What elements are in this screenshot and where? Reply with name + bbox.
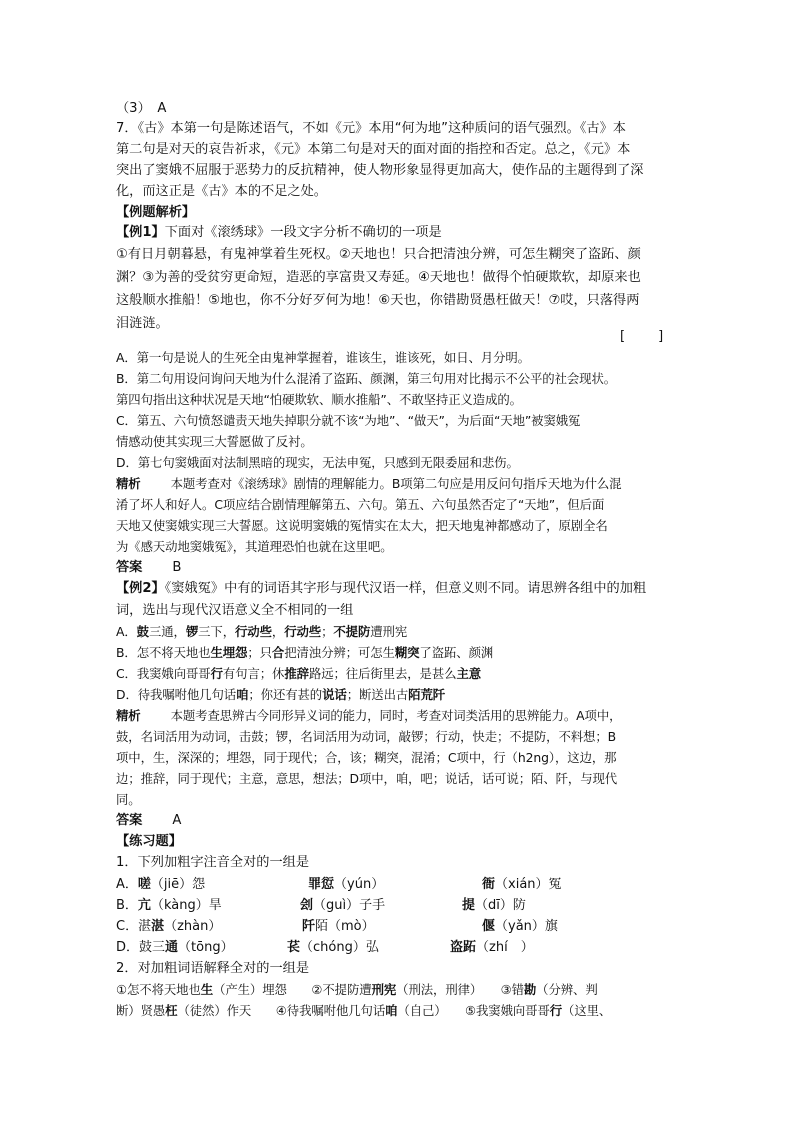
opt-bold: 主意 [456, 666, 482, 681]
opt-bold: 推辞 [284, 666, 309, 681]
example-2-answer [116, 810, 686, 832]
opt-text: （徒然）作天 ④待我嘱咐他几句话 [177, 1003, 386, 1018]
example-1-option-b: B．第二句用设问询问天地为什么混淆了盗跖、颜渊，第三句用对比揭示不公平的社会现状。 [116, 371, 617, 386]
exercise-1-option-c-1 [116, 916, 221, 938]
opt-bold: 陌荒阡 [408, 687, 446, 702]
exercise-2-items [116, 1000, 686, 1022]
example-2-question [116, 578, 686, 600]
opt-text: （这里、 [562, 1003, 612, 1018]
opt-bold: 嗟 [137, 877, 151, 892]
opt-bold: 咱 [236, 687, 249, 702]
example-1-answer [116, 557, 686, 579]
example-1-option-a: A．第一句是说人的生死全由鬼神掌握着，谁该生，谁该死，如日、月分明。 [116, 350, 530, 365]
example-2-option-b [116, 642, 686, 664]
answer-label: 答案 [116, 813, 143, 828]
opt-text: ， [271, 624, 285, 639]
opt-text: （chóng）弘 [300, 940, 379, 955]
opt-text: （xián）冤 [495, 877, 562, 892]
opt-text: （yún） [334, 877, 385, 892]
opt-bold: 刑宪 [371, 982, 397, 997]
opt-bold: 罪愆 [308, 877, 335, 892]
opt-text: ；只 [247, 645, 272, 660]
opt-bold: 说话 [322, 687, 347, 702]
example-2-option-c [116, 663, 686, 685]
answer-value: B [172, 560, 182, 575]
item-7-line: 7．《古》本第一句是陈述语气，不如《元》本用“何为地”这种质问的语气强烈。《古》本 [116, 121, 626, 136]
opt-text: （jiē）怨 [150, 877, 206, 892]
opt-bold: 盗跖 [450, 940, 477, 955]
example-2-option-a [116, 621, 686, 643]
opt-bold: 糊突 [394, 645, 420, 660]
item-7-line: 突出了窦娥不屈服于恶势力的反抗精神，使人物形象显得更加高大，使作品的主题得到了深 [116, 163, 644, 178]
example-2-option-d [116, 684, 686, 706]
opt-text: 陌（mò） [315, 919, 375, 934]
example-2-question: 词，选出与现代汉语意义全不相同的一组 [116, 603, 354, 618]
opt-bold: 锣 [185, 624, 199, 639]
exercise-1-option-b-3 [462, 895, 526, 917]
example-1-option-c: 情感动使其实现三大誓愿做了反衬。 [116, 434, 313, 449]
example-1-passage-line: ①有日月朝暮悬，有鬼神掌着生死权。②天地也！只合把清浊分辨，可怎生糊突了盗跖、颜 [116, 247, 641, 262]
exercise-1-option-d-2 [287, 937, 379, 959]
example-2-analysis: 项中，生，深深的；埋怨，同于现代；合，该；糊突，混淆；C项中，行（h2ng），这边，那 [116, 750, 617, 765]
opt-text: （分辨、判 [536, 982, 598, 997]
opt-bold: 偃 [482, 919, 496, 934]
opt-text: ；断送出古 [346, 687, 409, 702]
opt-bold: 衙 [482, 877, 496, 892]
opt-text: （kàng）旱 [150, 898, 222, 913]
example-2-question-text: 《窦娥冤》中有的词语其字形与现代汉语一样，但意义则不同。请思辨各组中的加粗 [164, 581, 647, 596]
exercise-1-option-b-2 [300, 895, 385, 917]
opt-bold: 行 [210, 666, 223, 681]
opt-text: （dī）防 [475, 898, 526, 913]
example-2-analysis: 同。 [116, 792, 141, 807]
opt-bold: 行 [549, 1003, 563, 1018]
exercise-2-items [116, 979, 686, 1001]
example-1-analysis: 淆了坏人和好人。C项应结合剧情理解第五、六句。第五、六句虽然否定了“天地”，但后面 [116, 497, 605, 512]
section-heading-exercises: 【练习题】 [116, 834, 182, 849]
answer-line-3: （3） A [116, 101, 167, 116]
opt-bold: 生 [200, 982, 214, 997]
example-1-passage-line: 渊？③为善的受贫穷更命短，造恶的享富贵又寿延。④天地也！做得个怕硬欺软，却原来也 [116, 270, 641, 285]
opt-text: （guì）子手 [313, 898, 386, 913]
exercise-1-option-a-2 [308, 874, 384, 896]
opt-bold: 勘 [523, 982, 537, 997]
opt-text: （刑法，刑律） ③错 [396, 982, 524, 997]
opt-bold: 咱 [385, 1003, 398, 1018]
analysis-label: 精析 [116, 708, 141, 723]
opt-text: 断）贤愚 [116, 1003, 166, 1018]
opt-bold: 湛 [151, 919, 165, 934]
opt-bold: 生埋怨 [210, 645, 248, 660]
opt-bold: 鼓 [136, 624, 149, 639]
opt-text: 三通， [148, 624, 186, 639]
opt-text: A． [116, 877, 138, 892]
exercise-1-option-a-3 [482, 874, 562, 896]
opt-text: C．我窦娥向哥哥 [116, 666, 211, 681]
opt-bold: 行动些 [284, 624, 322, 639]
opt-bold: 亢 [137, 898, 151, 913]
analysis-text: 本题考查思辨古今同形异义词的能力，同时，考查对词类活用的思辨能力。A项中， [170, 708, 622, 723]
exercise-1-option-d-3 [450, 937, 534, 959]
opt-text: 有句言；休 [222, 666, 285, 681]
analysis-text: 本题考查对《滚绣球》剧情的理解能力。B项第二句应是用反问句指斥天地为什么混 [170, 476, 622, 491]
exercise-1-question: 1．下列加粗字注音全对的一组是 [116, 855, 310, 870]
opt-bold: 合 [271, 645, 285, 660]
exercise-2-question: 2．对加粗词语解释全对的一组是 [116, 961, 310, 976]
opt-bold: 刽 [300, 898, 314, 913]
opt-text: C．湛 [116, 919, 152, 934]
exercise-1-option-a-1 [116, 874, 205, 896]
example-2-analysis [116, 705, 686, 727]
example-1-option-c: C．第五、六句愤怒谴责天地失掉职分就不该“为地”、“做天”，为后面“天地”被窦娥冤 [116, 413, 581, 428]
opt-text: ；你还有甚的 [248, 687, 323, 702]
opt-bold: 枉 [165, 1003, 178, 1018]
example-1-analysis [116, 473, 686, 495]
exercise-1-option-c-2 [302, 916, 375, 938]
opt-text: （zhí ） [476, 940, 534, 955]
opt-text: B． [116, 898, 138, 913]
example-2-analysis: 鼓，名词活用为动词，击鼓；锣，名词活用为动词，敲锣；行动，快走；不提防，不料想；B [116, 729, 617, 744]
example-1-question-text: 下面对《滚绣球》一段文字分析不确切的一项是 [164, 225, 442, 240]
opt-text: B．怎不将天地也 [116, 645, 211, 660]
opt-text: 路远；往后街里去，是甚么 [308, 666, 457, 681]
opt-bold: 行动些 [235, 624, 272, 639]
example-1-passage-line: 泪涟涟。 [116, 316, 169, 331]
example-1-option-b: 第四句指出这种状况是天地“怕硬欺软、顺水推船”、不敢坚持正义造成的。 [116, 392, 522, 407]
example-1-question [116, 222, 686, 244]
opt-text: （yǎn）旗 [495, 919, 558, 934]
example-2-label: 【例2】 [116, 581, 165, 596]
opt-bold: 不提防 [333, 624, 371, 639]
exercise-1-option-c-3 [482, 916, 558, 938]
opt-text: （自己） ⑤我窦娥向哥哥 [397, 1003, 550, 1018]
opt-text: ； [321, 624, 334, 639]
example-1-label: 【例1】 [116, 225, 165, 240]
answer-label: 答案 [116, 560, 143, 575]
opt-text: （zhàn） [164, 919, 222, 934]
item-7-line: 化，而这正是《古》本的不足之处。 [116, 184, 327, 199]
opt-bold: 通 [165, 940, 179, 955]
opt-text: D．待我嘱咐他几句话 [116, 687, 237, 702]
answer-bracket: [ ] [620, 329, 664, 344]
exercise-1-option-b-1 [116, 895, 222, 917]
answer-value: A [172, 813, 182, 828]
example-1-passage-line: 这般顺水推船！⑤地也，你不分好歹何为地！⑥天也，你错勘贤愚枉做天！⑦哎，只落得两 [116, 293, 640, 308]
opt-bold: 苌 [287, 940, 301, 955]
example-1-option-d: D．第七句窦娥面对法制黑暗的现实，无法申冤，只感到无限委屈和悲伤。 [116, 455, 519, 470]
opt-text: A． [116, 624, 137, 639]
exercise-1-option-d-1 [116, 937, 234, 959]
opt-text: 了盗跖、颜渊 [419, 645, 494, 660]
opt-text: D．鼓三 [116, 940, 166, 955]
opt-text: 三下， [198, 624, 236, 639]
example-2-analysis: 边；推辞，同于现代；主意，意思，想法；D项中，咱，吧；说话，话可说；陌、阡，与现代 [116, 771, 618, 786]
opt-text: （tōng） [178, 940, 234, 955]
opt-bold: 阡 [302, 919, 316, 934]
section-heading-examples: 【例题解析】 [116, 205, 196, 220]
opt-bold: 提 [462, 898, 476, 913]
opt-text: 把清浊分辨；可怎生 [284, 645, 395, 660]
analysis-label: 精析 [116, 476, 141, 491]
opt-text: （产生）埋怨 ②不提防遭 [213, 982, 372, 997]
opt-text: ①怎不将天地也 [116, 982, 201, 997]
opt-text: 遭刑宪 [370, 624, 408, 639]
item-7-line: 第二句是对天的哀告祈求，《元》本第二句是对天的面对面的指控和否定。总之，《元》本 [116, 142, 631, 157]
example-1-analysis: 为《感天动地窦娥冤》，其道理恐怕也就在这里吧。 [116, 539, 393, 554]
example-1-analysis: 天地又使窦娥实现三大誓愿。这说明窦娥的冤情实在太大，把天地鬼神都感动了，原剧全名 [116, 518, 608, 533]
